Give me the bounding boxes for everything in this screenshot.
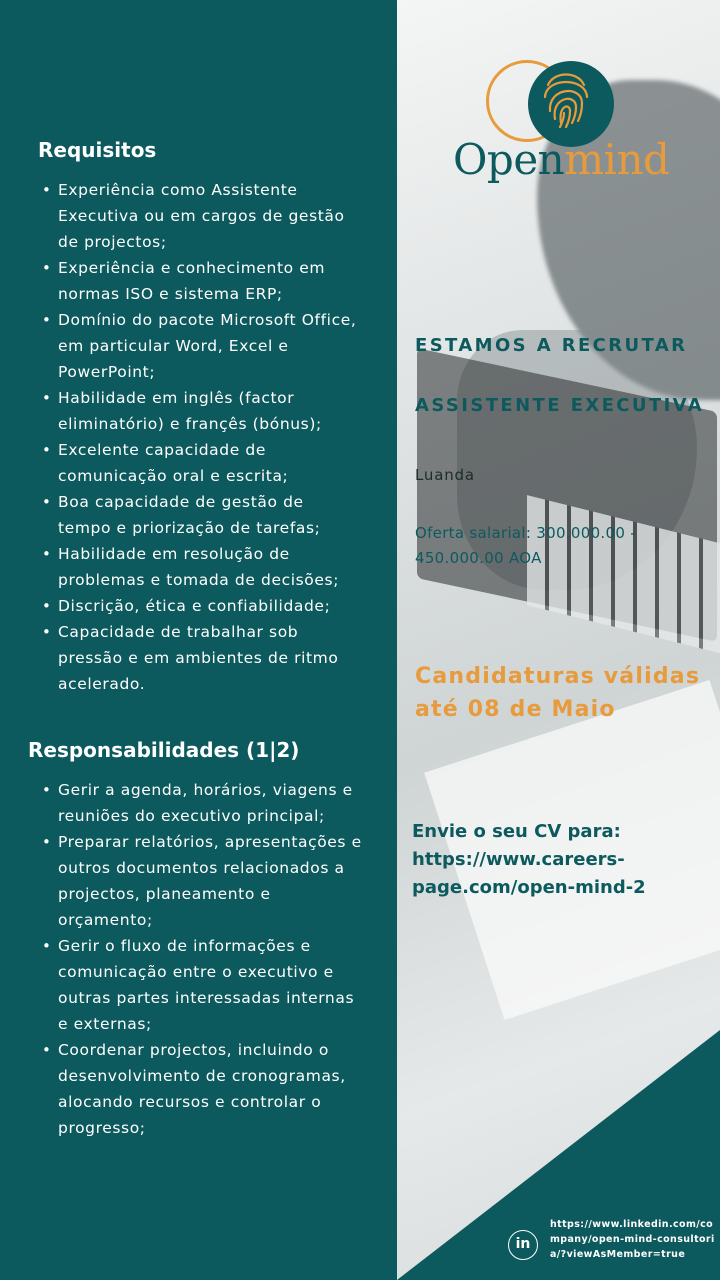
careers-link[interactable]: https://www.careers-page.com/open-mind-2 xyxy=(412,849,646,898)
openmind-logo xyxy=(453,55,670,195)
list-item: • Discrição, ética e confiabilidade; xyxy=(38,593,358,619)
job-title: ASSISTENTE EXECUTIVA xyxy=(415,395,705,416)
list-item: • Gerir a agenda, horários, viagens e reuniões do executivo principal; xyxy=(38,777,368,829)
list-item: • Experiência e conhecimento em normas ISO e sistema ERP; xyxy=(38,255,358,307)
responsibilities-title: Responsabilidades (1|2) xyxy=(28,738,300,762)
fingerprint-icon xyxy=(536,63,596,133)
list-item: • Preparar relatórios, apresentações e outros documentos relacionados a projectos, planeamento e orçamento; xyxy=(38,829,368,933)
requirements-title: Requisitos xyxy=(38,138,157,162)
list-item: • Experiência como Assistente Executiva ou em cargos de gestão de projectos; xyxy=(38,177,358,255)
cv-instructions xyxy=(412,818,672,902)
linkedin-icon[interactable]: in xyxy=(508,1230,538,1260)
list-item: • Domínio do pacote Microsoft Office, em particular Word, Excel e PowerPoint; xyxy=(38,307,358,385)
logo-wordmark xyxy=(453,135,669,184)
salary-offer: Oferta salarial: 300.000.00 - 450.000.00 AOA xyxy=(415,524,636,567)
logo-open: Open xyxy=(453,135,565,184)
list-item: • Coordenar projectos, incluindo o desenvolvimento de cronogramas, alocando recursos e controlar o progresso; xyxy=(38,1037,368,1141)
list-item: • Habilidade em resolução de problemas e tomada de decisões; xyxy=(38,541,358,593)
list-item: • Excelente capacidade de comunicação oral e escrita; xyxy=(38,437,358,489)
linkedin-url[interactable]: https://www.linkedin.com/company/open-mind-consultoria/?viewAsMember=true xyxy=(550,1219,715,1260)
list-item: • Boa capacidade de gestão de tempo e priorização de tarefas; xyxy=(38,489,358,541)
recruiting-heading: ESTAMOS A RECRUTAR xyxy=(415,335,688,356)
logo-mind: mind xyxy=(564,135,670,184)
list-item: • Gerir o fluxo de informações e comunicação entre o executivo e outras partes interessadas internas e externas; xyxy=(38,933,368,1037)
requirements-list xyxy=(38,177,358,697)
job-location: Luanda xyxy=(415,466,475,484)
list-item: • Habilidade em inglês (factor eliminatório) e françês (bónus); xyxy=(38,385,358,437)
responsibilities-list xyxy=(38,777,368,1141)
list-item: • Capacidade de trabalhar sob pressão e em ambientes de ritmo acelerado. xyxy=(38,619,358,697)
application-deadline: Candidaturas válidas até 08 de Maio xyxy=(415,664,701,722)
cv-label: Envie o seu CV para: xyxy=(412,821,621,842)
